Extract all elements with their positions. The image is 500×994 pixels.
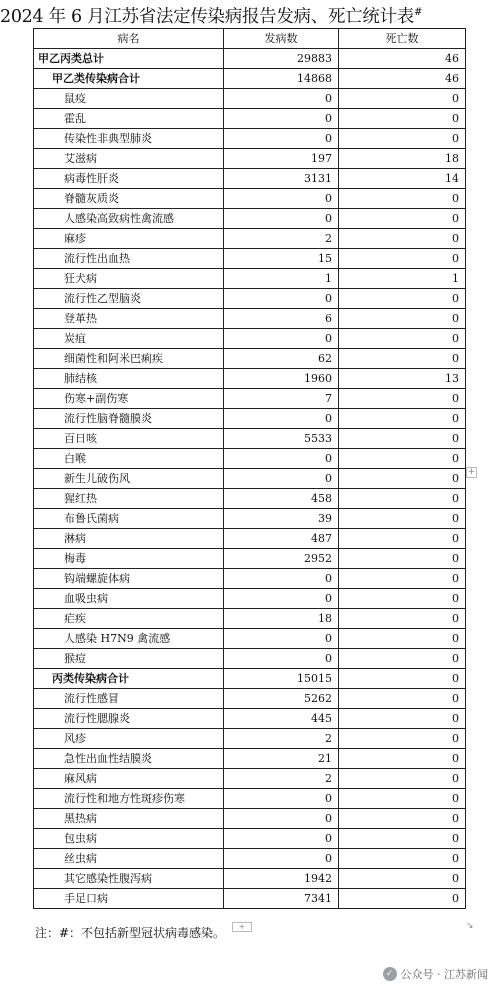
table-row	[34, 769, 466, 789]
title-text: 2024 年 6 月江苏省法定传染病报告发病、死亡统计表	[0, 6, 414, 27]
cases-cell: 0	[224, 809, 339, 829]
table-row	[34, 129, 466, 149]
table-row	[34, 509, 466, 529]
deaths-cell: 0	[339, 889, 466, 909]
cases-cell: 0	[224, 409, 339, 429]
deaths-cell: 0	[339, 469, 466, 489]
resize-icon[interactable]: +	[232, 922, 252, 932]
cases-cell: 0	[224, 89, 339, 109]
disease-name-cell: 艾滋病	[34, 149, 224, 169]
disease-name-cell: 疟疾	[34, 609, 224, 629]
table-row	[34, 609, 466, 629]
disease-name-cell: 梅毒	[34, 549, 224, 569]
deaths-cell: 0	[339, 509, 466, 529]
plus-icon[interactable]: +	[467, 467, 476, 477]
table-row	[34, 729, 466, 749]
deaths-cell: 0	[339, 189, 466, 209]
deaths-cell: 0	[339, 109, 466, 129]
disease-name-cell: 人感染 H7N9 禽流感	[34, 629, 224, 649]
deaths-cell: 1	[339, 269, 466, 289]
table-row	[34, 889, 466, 909]
disease-name-cell: 黑热病	[34, 809, 224, 829]
disease-name-cell: 血吸虫病	[34, 589, 224, 609]
cases-cell: 29883	[224, 49, 339, 69]
table-row	[34, 269, 466, 289]
table-body	[34, 49, 466, 909]
deaths-cell: 0	[339, 429, 466, 449]
cases-cell: 0	[224, 569, 339, 589]
corner-resize-icon[interactable]: ↘	[466, 921, 474, 931]
table-row	[34, 89, 466, 109]
deaths-cell: 0	[339, 569, 466, 589]
disease-name-cell: 猩红热	[34, 489, 224, 509]
table-row	[34, 449, 466, 469]
disease-name-cell: 流行性脑脊髓膜炎	[34, 409, 224, 429]
cases-cell: 0	[224, 209, 339, 229]
disease-name-cell: 流行性出血热	[34, 249, 224, 269]
disease-name-cell: 手足口病	[34, 889, 224, 909]
table-row	[34, 369, 466, 389]
cases-cell: 1942	[224, 869, 339, 889]
table-row	[34, 809, 466, 829]
cases-cell: 0	[224, 289, 339, 309]
disease-name-cell: 肺结核	[34, 369, 224, 389]
cases-cell: 0	[224, 649, 339, 669]
deaths-cell: 0	[339, 609, 466, 629]
table-row	[34, 789, 466, 809]
deaths-cell: 0	[339, 709, 466, 729]
stats-table	[33, 28, 466, 909]
table-row	[34, 389, 466, 409]
cases-cell: 2	[224, 229, 339, 249]
disease-name-cell: 急性出血性结膜炎	[34, 749, 224, 769]
disease-name-cell: 细菌性和阿米巴痢疾	[34, 349, 224, 369]
cases-cell: 0	[224, 129, 339, 149]
cases-cell: 1960	[224, 369, 339, 389]
disease-name-cell: 布鲁氏菌病	[34, 509, 224, 529]
deaths-cell: 0	[339, 749, 466, 769]
deaths-cell: 0	[339, 669, 466, 689]
disease-name-cell: 传染性非典型肺炎	[34, 129, 224, 149]
disease-name-cell: 霍乱	[34, 109, 224, 129]
cases-cell: 0	[224, 629, 339, 649]
table-row	[34, 69, 466, 89]
deaths-cell: 0	[339, 769, 466, 789]
cases-cell: 15	[224, 249, 339, 269]
title-mark: #	[413, 7, 423, 18]
deaths-cell: 0	[339, 629, 466, 649]
cases-cell: 0	[224, 849, 339, 869]
table-row	[34, 689, 466, 709]
disease-name-cell: 鼠疫	[34, 89, 224, 109]
table-row	[34, 749, 466, 769]
deaths-cell: 0	[339, 389, 466, 409]
cases-cell: 21	[224, 749, 339, 769]
cases-cell: 1	[224, 269, 339, 289]
disease-name-cell: 淋病	[34, 529, 224, 549]
table-row	[34, 529, 466, 549]
deaths-cell: 0	[339, 129, 466, 149]
table-row	[34, 349, 466, 369]
table-row	[34, 669, 466, 689]
table-row	[34, 709, 466, 729]
table-row	[34, 629, 466, 649]
cases-cell: 0	[224, 189, 339, 209]
deaths-cell: 0	[339, 849, 466, 869]
disease-name-cell: 钩端螺旋体病	[34, 569, 224, 589]
cases-cell: 62	[224, 349, 339, 369]
cases-cell: 39	[224, 509, 339, 529]
disease-name-cell: 百日咳	[34, 429, 224, 449]
footnote: 注：#：不包括新型冠状病毒感染。	[35, 926, 226, 940]
deaths-cell: 13	[339, 369, 466, 389]
cases-cell: 0	[224, 789, 339, 809]
cases-cell: 18	[224, 609, 339, 629]
table-row	[34, 169, 466, 189]
cases-cell: 7341	[224, 889, 339, 909]
disease-name-cell: 流行性和地方性斑疹伤寒	[34, 789, 224, 809]
deaths-cell: 0	[339, 529, 466, 549]
watermark-text: 公众号 · 江苏新闻	[400, 968, 488, 981]
disease-name-cell: 伤寒+副伤寒	[34, 389, 224, 409]
table-row	[34, 429, 466, 449]
cases-cell: 15015	[224, 669, 339, 689]
cases-cell: 0	[224, 589, 339, 609]
deaths-cell: 0	[339, 589, 466, 609]
cases-cell: 5262	[224, 689, 339, 709]
cases-cell: 7	[224, 389, 339, 409]
deaths-cell: 0	[339, 809, 466, 829]
disease-name-cell: 流行性感冒	[34, 689, 224, 709]
deaths-cell: 0	[339, 289, 466, 309]
table-row	[34, 469, 466, 489]
deaths-cell: 0	[339, 489, 466, 509]
table-row	[34, 829, 466, 849]
table-row	[34, 249, 466, 269]
deaths-cell: 0	[339, 409, 466, 429]
cases-cell: 458	[224, 489, 339, 509]
disease-name-cell: 麻风病	[34, 769, 224, 789]
deaths-cell: 0	[339, 309, 466, 329]
table-row	[34, 149, 466, 169]
deaths-cell: 0	[339, 229, 466, 249]
disease-name-cell: 人感染高致病性禽流感	[34, 209, 224, 229]
deaths-cell: 0	[339, 689, 466, 709]
deaths-cell: 14	[339, 169, 466, 189]
deaths-cell: 0	[339, 729, 466, 749]
cases-cell: 0	[224, 109, 339, 129]
header-deaths: 死亡数	[339, 29, 466, 49]
table-row	[34, 229, 466, 249]
table-row	[34, 189, 466, 209]
cases-cell: 0	[224, 329, 339, 349]
table-row	[34, 849, 466, 869]
table-row	[34, 409, 466, 429]
cases-cell: 0	[224, 469, 339, 489]
table-header-row	[34, 29, 466, 49]
wechat-icon: ✓	[383, 967, 397, 981]
header-disease-name: 病名	[34, 29, 224, 49]
disease-name-cell: 炭疽	[34, 329, 224, 349]
table-row	[34, 289, 466, 309]
deaths-cell: 0	[339, 789, 466, 809]
disease-name-cell: 病毒性肝炎	[34, 169, 224, 189]
deaths-cell: 0	[339, 329, 466, 349]
cases-cell: 5533	[224, 429, 339, 449]
table-row	[34, 869, 466, 889]
table-row	[34, 589, 466, 609]
disease-name-cell: 脊髓灰质炎	[34, 189, 224, 209]
disease-name-cell: 新生儿破伤风	[34, 469, 224, 489]
cases-cell: 445	[224, 709, 339, 729]
table-row	[34, 649, 466, 669]
disease-name-cell: 登革热	[34, 309, 224, 329]
cases-cell: 487	[224, 529, 339, 549]
deaths-cell: 18	[339, 149, 466, 169]
deaths-cell: 46	[339, 69, 466, 89]
cases-cell: 14868	[224, 69, 339, 89]
cases-cell: 0	[224, 449, 339, 469]
cases-cell: 2	[224, 729, 339, 749]
cases-cell: 3131	[224, 169, 339, 189]
cases-cell: 6	[224, 309, 339, 329]
disease-name-cell: 甲乙丙类总计	[34, 49, 224, 69]
table-row	[34, 209, 466, 229]
table-row	[34, 329, 466, 349]
disease-name-cell: 流行性乙型脑炎	[34, 289, 224, 309]
disease-name-cell: 丝虫病	[34, 849, 224, 869]
deaths-cell: 0	[339, 869, 466, 889]
table-row	[34, 49, 466, 69]
disease-name-cell: 狂犬病	[34, 269, 224, 289]
cases-cell: 2952	[224, 549, 339, 569]
disease-name-cell: 包虫病	[34, 829, 224, 849]
cases-cell: 197	[224, 149, 339, 169]
deaths-cell: 46	[339, 49, 466, 69]
table-row	[34, 569, 466, 589]
deaths-cell: 0	[339, 829, 466, 849]
disease-name-cell: 白喉	[34, 449, 224, 469]
disease-name-cell: 其它感染性腹泻病	[34, 869, 224, 889]
disease-name-cell: 麻疹	[34, 229, 224, 249]
deaths-cell: 0	[339, 649, 466, 669]
deaths-cell: 0	[339, 89, 466, 109]
cases-cell: 2	[224, 769, 339, 789]
deaths-cell: 0	[339, 449, 466, 469]
deaths-cell: 0	[339, 549, 466, 569]
table-row	[34, 489, 466, 509]
cases-cell: 0	[224, 829, 339, 849]
watermark	[383, 966, 489, 982]
page-title	[0, 0, 500, 26]
disease-name-cell: 甲乙类传染病合计	[34, 69, 224, 89]
deaths-cell: 0	[339, 249, 466, 269]
disease-name-cell: 流行性腮腺炎	[34, 709, 224, 729]
disease-name-cell: 风疹	[34, 729, 224, 749]
deaths-cell: 0	[339, 209, 466, 229]
disease-name-cell: 猴痘	[34, 649, 224, 669]
table-row	[34, 109, 466, 129]
disease-name-cell: 丙类传染病合计	[34, 669, 224, 689]
header-cases: 发病数	[224, 29, 339, 49]
table-row	[34, 309, 466, 329]
deaths-cell: 0	[339, 349, 466, 369]
table-row	[34, 549, 466, 569]
